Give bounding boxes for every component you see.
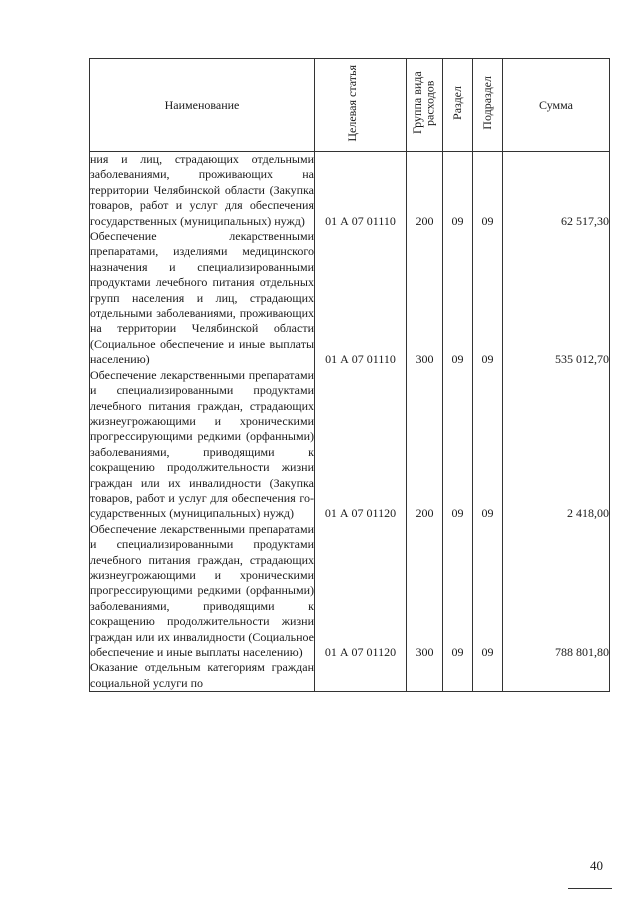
row-name: Обеспечение лекарственными препаратами и специализированными продуктами лечебного питания граждан, страдающих жизнеугрожающими и хроническими прогрессирующими редкими (орфанными) заболеваниями, приводящими к сокращению продолжительности жизни граждан или их инвалидности (Закупка товаров, работ и услуг для обеспечения государственных (муниципальных) нужд) xyxy=(90,367,314,521)
header-name: Наименование xyxy=(90,59,315,152)
header-target-text: Целевая статья xyxy=(344,64,359,142)
header-group xyxy=(407,59,443,152)
header-group-text: Группа вида расходов xyxy=(409,71,437,135)
row-sum: 62 517,30 xyxy=(503,152,610,230)
table-row xyxy=(90,229,610,368)
header-target xyxy=(315,59,407,152)
header-section-text: Раздел xyxy=(450,86,465,120)
budget-table xyxy=(89,58,610,692)
row-group: 200 xyxy=(407,152,443,230)
row-target: 01 А 07 01110 xyxy=(315,229,407,368)
footer-rule xyxy=(568,888,612,889)
row-section: 09 xyxy=(443,229,473,368)
row-target: 01 А 07 01120 xyxy=(315,368,407,522)
table-row xyxy=(90,368,610,522)
row-subsection: 09 xyxy=(473,152,503,230)
row-target: 01 А 07 01110 xyxy=(315,152,407,230)
row-section: 09 xyxy=(443,152,473,230)
row-group xyxy=(407,660,443,691)
header-section xyxy=(443,59,473,152)
row-sum: 2 418,00 xyxy=(503,368,610,522)
table-header-row xyxy=(90,59,610,152)
row-name: Обеспечение лекарственными препаратами и специализированными продуктами лечебного питания граждан, страдающих жизнеугрожающими и хроническими прогрессирующими редкими (орфанными) заболеваниями, приводящими к сокращению продолжительности жизни граждан или их инвалидности (Социальное обеспечение и иные выплаты населению) xyxy=(90,521,314,659)
row-name: Обеспечение лекарственными препаратами, изделиями медицинского назначения и специализированными продуктами лечебного питания отдельных групп населения и лиц, страдающих отдельными заболеваниями, проживающих на территории Челябинской области (Социальное обеспечение и иные выплаты населению) xyxy=(90,229,314,367)
row-section xyxy=(443,660,473,691)
row-name: Оказание отдельным категориям граждан социальной услуги по xyxy=(90,660,314,690)
table-row xyxy=(90,522,610,661)
row-group: 300 xyxy=(407,229,443,368)
row-subsection: 09 xyxy=(473,522,503,661)
row-group: 200 xyxy=(407,368,443,522)
row-section: 09 xyxy=(443,368,473,522)
row-section: 09 xyxy=(443,522,473,661)
row-subsection: 09 xyxy=(473,229,503,368)
row-sum: 788 801,80 xyxy=(503,522,610,661)
row-sum: 535 012,70 xyxy=(503,229,610,368)
row-subsection xyxy=(473,660,503,691)
row-subsection: 09 xyxy=(473,368,503,522)
header-sum: Сумма xyxy=(503,59,610,152)
header-subsection xyxy=(473,59,503,152)
table-row xyxy=(90,660,610,691)
table-row xyxy=(90,152,610,230)
row-group: 300 xyxy=(407,522,443,661)
row-target: 01 А 07 01120 xyxy=(315,522,407,661)
row-sum xyxy=(503,660,610,691)
header-subsection-text: Подраздел xyxy=(480,76,495,130)
row-target xyxy=(315,660,407,691)
row-name: ния и лиц, страдающих отдельными заболеваниями, проживающих на территории Челябинской области (Закупка товаров, работ и услуг для обеспечения государственных (муниципальных) нужд) xyxy=(90,152,314,228)
page-number: 40 xyxy=(590,858,603,873)
